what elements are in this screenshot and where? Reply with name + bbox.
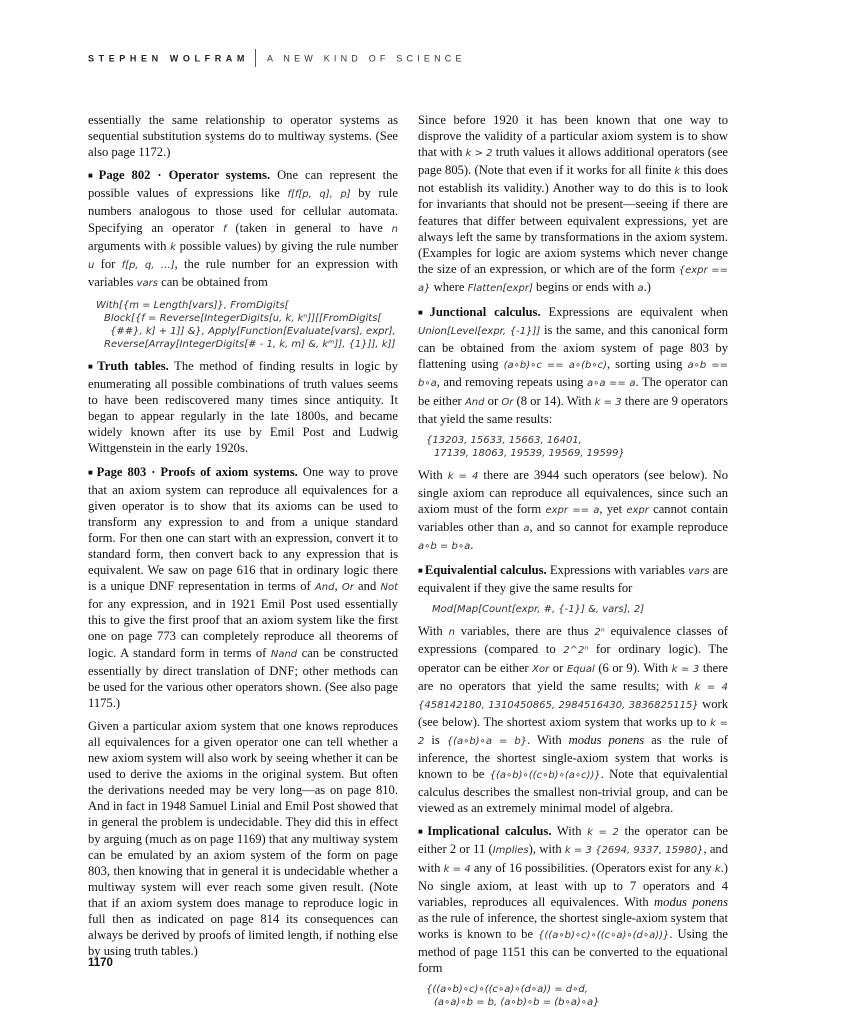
note-heading: Page 803 · Proofs of axiom systems.: [96, 464, 298, 479]
code-line: With[{m = Length[vars]}, FromDigits[: [96, 299, 289, 311]
paragraph: With n variables, there are thus 2ⁿ equivalence classes of expressions (compared to 2^2ⁿ for ordinary logic). The operator can be either Xor or Equal (6 or 9). With k = 3 there are no operators that yield the same results; with k = 4 {458142180, 1310450865, 2984516430, 3836825115} work (see below). The shortest axiom system that works up to k = 2 is {(a∘b)∘a = b}. With modus ponens as the rule of inference, the shortest single-axiom system that works is known to be {(a∘b)∘((c∘b)∘(a∘c))}. Note that equivalential calculus describes the smallest non-trivial group, and can be viewed as an extremely minimal model of algebra.: [418, 624, 729, 816]
paragraph: Given a particular axiom system that one knows reproduces all equivalences for a given operator one can tell whether a new axiom system will also work by seeing whether it can be used to derive the axioms in the original system. But often the derivations needed may be very long—as on page 810. And in fact in 1948 Samuel Linial and Emil Post showed that in general the problem is undecidable. They did this in effect by arguing (much as on page 1169) that any multiway system can be emulated by an axiom system of the form on page 803, then knowing that in general it is undecidable whether a multiway system will ever reach some given result. (Note that if an axiom system does manage to reproduce logic in full then as indicated on page 814 its consequences can always be derived by proofs of limited length, if nothing else by using truth tables.): [88, 718, 398, 959]
note-equivalential-calculus: ■ Equivalential calculus. Expressions with variables vars are equivalent if they give the same results for: [418, 563, 728, 596]
code-block: [418, 983, 728, 1009]
note-operator-systems: ■ Page 802 · Operator systems. One can represent the possible values of expressions like f[f[p, q], p] by rule numbers analogous to those used for cellular automata. Specifying an operator f (taken in general to have n arguments with k possible values) by giving the rule number u for f[p, q, …], the rule number for an expression with variables vars can be obtained from: [88, 168, 399, 289]
right-column: [418, 112, 728, 1016]
code-line: Mod[Map[Count[expr, #, {-1}] &, vars], 2]: [432, 604, 645, 616]
paragraph: With k = 4 there are 3944 such operators (see below). No single axiom can reproduce all equivalences, since such an axiom must of the form expr == a, yet expr cannot contain variables other than a, and so cannot for example reproduce a∘b = b∘a.: [418, 467, 728, 553]
code-line: Reverse[Array[IntegerDigits[# - 1, k, m] &, kᵐ]], {1}]], k]]: [104, 338, 396, 350]
code-line: 17139, 18063, 19539, 19569, 19599}: [434, 447, 625, 459]
page-number: 1170: [88, 957, 113, 969]
note-heading: Junctional calculus.: [429, 305, 541, 320]
bullet-icon: ■: [418, 827, 426, 837]
note-heading: Truth tables.: [97, 358, 169, 373]
note-heading: Page 802 · Operator systems.: [98, 168, 271, 183]
note-heading: Implicational calculus.: [427, 824, 552, 839]
code-block: [418, 603, 728, 616]
code-line: {((a∘b)∘c)∘((c∘a)∘(d∘a)) = d∘d,: [426, 984, 588, 996]
running-header: [88, 50, 466, 68]
bullet-icon: ■: [88, 361, 96, 371]
note-heading: Equivalential calculus.: [424, 563, 547, 578]
header-separator: [255, 49, 256, 67]
left-column: [88, 112, 398, 966]
note-implicational-calculus: ■ Implicational calculus. With k = 2 the operator can be either 2 or 11 (Implies), with k = 3 {2694, 9337, 15980}, and with k = 4 any of 16 possibilities. (Operators exist for any k.) No single axiom, at least with up to 7 operators and 4 variables, reproduces all equivalences. With modus ponens as the rule of inference, the shortest single-axiom system that works is known to be {((a∘b)∘c)∘((c∘a)∘(d∘a))}. Using the method of page 1151 this can be converted to the equational form: [418, 824, 729, 976]
bullet-icon: ■: [88, 171, 97, 181]
header-author: STEPHEN WOLFRAM: [88, 53, 249, 64]
code-line: {##}, k] + 1]] &}, Apply[Function[Evaluate[vars], expr],: [110, 325, 396, 337]
bullet-icon: ■: [418, 566, 423, 576]
code-line: {13203, 15633, 15663, 16401,: [426, 434, 582, 446]
paragraph: Since before 1920 it has been known that one way to disprove the validity of a particular axiom system is to show that with k > 2 truth values it allows additional operators (see page 805). (Note that even if it works for all finite k this does not establish its validity.) Another way to do this is to look for invariants that should not be present—seeing if there are features that differ between equivalent expressions, yet are always left the same by transformations in the axiom system. (Examples for logic are axiom systems which never change the size of an expression, or which are of the form {expr == a} where Flatten[expr] begins or ends with a.): [418, 113, 729, 294]
note-truth-tables: ■ Truth tables. The method of finding results in logic by enumerating all possible combinations of truth values seems to have been rediscovered many times since antiquity. It began to appear regularly in the late 1800s, and became widely known after its use by Emil Post and Ludwig Wittgenstein in the early 1920s.: [88, 358, 398, 456]
note-junctional-calculus: ■ Junctional calculus. Expressions are equivalent when Union[Level[expr, {-1}]] is the same, and this canonical form can be obtained from the axiom system of page 803 by flattening using (a∘b)∘c == a∘(b∘c), sorting using a∘b == b∘a, and removing repeats using a∘a == a. The operator can be either And or Or (8 or 14). With k = 3 there are 9 operators that yield the same results:: [418, 305, 729, 426]
paragraph: essentially the same relationship to operator systems as sequential substitution systems do to multiway systems. (See also page 1172.): [88, 113, 398, 160]
code-block: [88, 299, 398, 351]
code-block: [418, 434, 728, 460]
header-book-title: A NEW KIND OF SCIENCE: [267, 53, 466, 64]
code-line: (a∘a)∘b = b, (a∘b)∘b = (b∘a)∘a}: [434, 997, 600, 1009]
code-line: Block[{f = Reverse[IntegerDigits[u, k, kⁿ]][[FromDigits[: [104, 312, 382, 324]
bullet-icon: ■: [88, 467, 95, 477]
note-proofs-of-axiom-systems: ■ Page 803 · Proofs of axiom systems. One way to prove that an axiom system can reproduce all equivalences for a given operator is to show that its axioms can be used to transform any expression to and from a unique standard form. For then one can start with an expression, convert it to standard form, then convert back to any expression that is equivalent. We saw on page 616 that in ordinary logic there is a unique DNF representation in terms of And, Or and Not for any expression, and in 1921 Emil Post used essentially this to give the first proof that an axiom system like the first one on page 773 can completely reproduce all theorems of logic. A standard form in terms of Nand can be constructed essentially by direct translation of DNF; other methods can be used for the various other operators shown. (See also page 1175.): [88, 464, 399, 710]
bullet-icon: ■: [418, 308, 428, 318]
